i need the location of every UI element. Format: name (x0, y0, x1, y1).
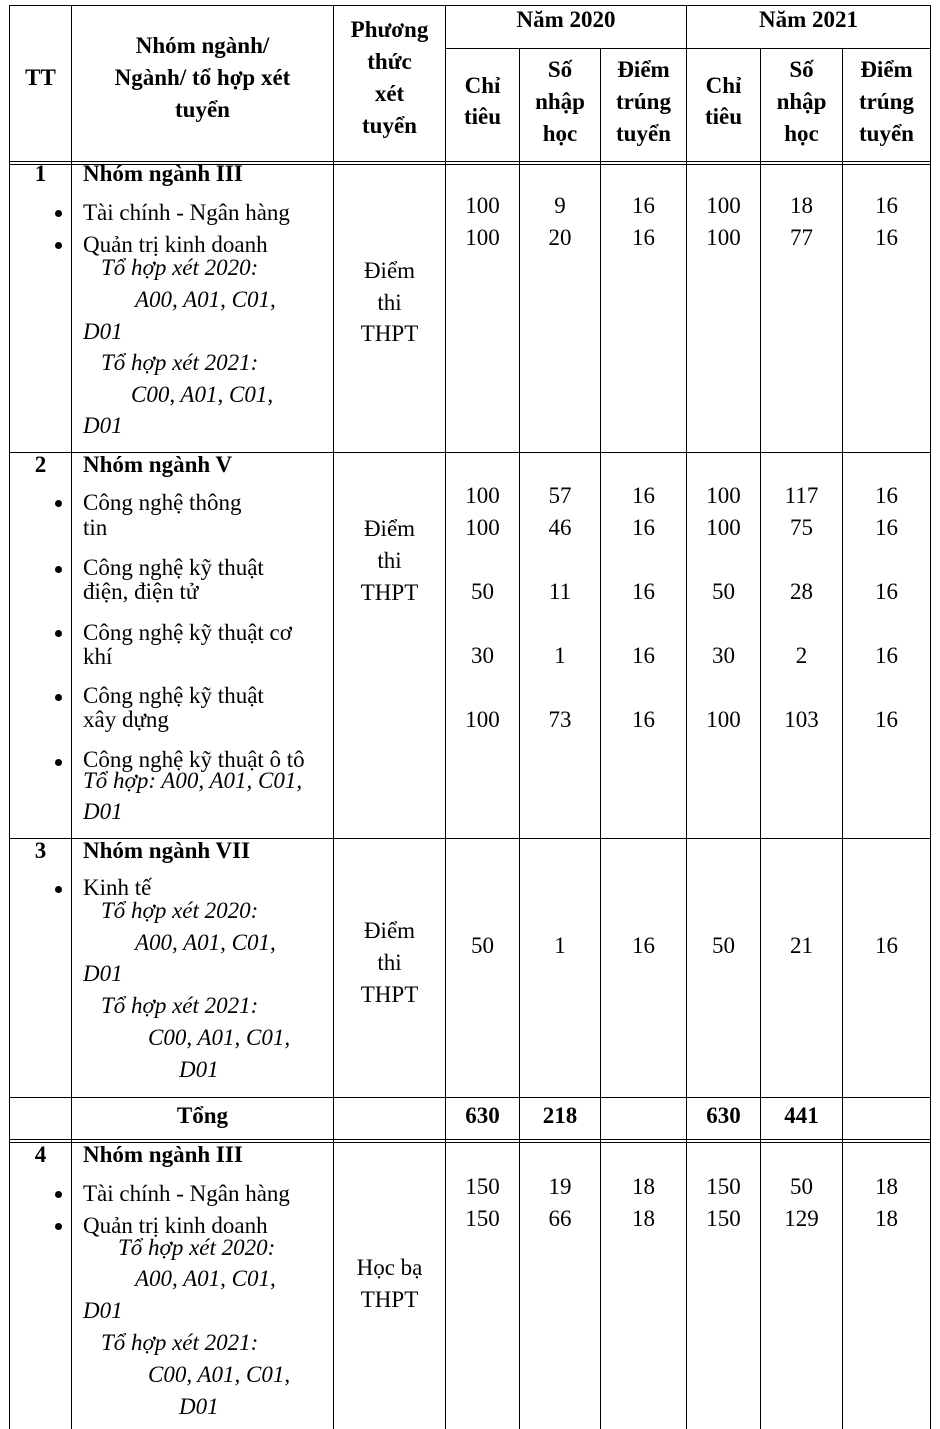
row3-combo-3: D01 (83, 961, 123, 986)
header-2020-score-1: Điểm (617, 57, 670, 82)
cell: 16 (632, 579, 655, 604)
row4-combo-1: Tổ hợp xét 2020: (118, 1235, 276, 1260)
header-2020-enrolled-1: Số (547, 57, 573, 82)
cell: 1 (554, 933, 566, 958)
cell: 46 (548, 515, 572, 540)
row2-major-1b: tin (83, 515, 108, 540)
row3-major-1: Kinh tế (83, 875, 152, 900)
row4-combo-3: D01 (83, 1298, 123, 1323)
header-group-line3: tuyển (175, 97, 230, 122)
row2-method-2: thi (377, 548, 402, 573)
cell: 18 (875, 1206, 898, 1231)
cell: 9 (554, 193, 566, 218)
cell: 16 (875, 579, 898, 604)
row1-combo-6: D01 (83, 413, 123, 438)
cell: 66 (548, 1206, 572, 1231)
header-2020-enrolled-3: học (542, 121, 578, 146)
row2-bullet-1 (55, 500, 62, 507)
row4-major-2: Quản trị kinh doanh (83, 1213, 268, 1238)
header-2020-quota-2: tiêu (463, 104, 502, 129)
row2-major-5: Công nghệ kỹ thuật ô tô (83, 747, 305, 772)
row4-combo-4: Tổ hợp xét 2021: (101, 1330, 259, 1355)
row2-group-title: Nhóm ngành V (83, 452, 233, 477)
row4-group-title: Nhóm ngành III (83, 1142, 243, 1167)
row1-method-3: THPT (360, 321, 419, 346)
cell: 16 (875, 643, 898, 668)
header-2021-quota-2: tiêu (704, 104, 743, 129)
cell: 103 (784, 707, 819, 732)
cell: 16 (632, 483, 655, 508)
cell: 16 (632, 643, 655, 668)
row3-combo-6: D01 (179, 1057, 219, 1082)
cell: 630 (706, 1103, 741, 1128)
row3-combo-5: C00, A01, C01, (148, 1025, 291, 1050)
cell: 18 (632, 1174, 655, 1199)
header-method-line4: tuyển (362, 113, 417, 138)
row2-bullet-3 (55, 630, 62, 637)
cell: 100 (465, 193, 500, 218)
row1-group-title: Nhóm ngành III (83, 161, 243, 186)
row4-bullet-2 (55, 1223, 62, 1230)
header-2021-quota-1: Chỉ (705, 73, 742, 98)
row2-major-1a: Công nghệ thông (83, 490, 242, 515)
header-method-line1: Phương (350, 17, 429, 42)
row4-bullet-1 (55, 1191, 62, 1198)
cell: 30 (712, 643, 735, 668)
header-method-line2: thức (367, 49, 412, 74)
header-2021-enrolled-1: Số (789, 57, 814, 82)
cell: 150 (706, 1206, 741, 1231)
row3-method-3: THPT (360, 982, 419, 1007)
row4-method-1: Học bạ (356, 1255, 423, 1280)
cell: 57 (548, 483, 572, 508)
cell: 100 (465, 707, 500, 732)
col-border-left (9, 5, 10, 1429)
cell: 100 (706, 707, 741, 732)
header-2021-score-3: tuyển (859, 121, 914, 146)
row4-tt: 4 (34, 1142, 47, 1167)
cell: 150 (706, 1174, 741, 1199)
cell: 50 (712, 579, 735, 604)
header-year-2021: Năm 2021 (758, 7, 859, 32)
cell: 16 (875, 193, 898, 218)
row2-major-2b: điện, điện tử (83, 579, 199, 604)
cell: 75 (790, 515, 813, 540)
row2-major-2a: Công nghệ kỹ thuật (83, 555, 264, 580)
row3-tt: 3 (34, 838, 47, 863)
cell: 73 (548, 707, 572, 732)
row3-combo-2: A00, A01, C01, (135, 930, 276, 955)
row3-method-1: Điểm (363, 918, 416, 943)
row4-combo-5: C00, A01, C01, (148, 1362, 291, 1387)
row2-tt: 2 (34, 452, 47, 477)
cell: 2 (795, 643, 808, 668)
row2-major-4a: Công nghệ kỹ thuật (83, 683, 264, 708)
row4-combo-2: A00, A01, C01, (135, 1266, 276, 1291)
cell: 150 (465, 1206, 500, 1231)
row3-combo-4: Tổ hợp xét 2021: (101, 993, 259, 1018)
header-method-line3: xét (374, 81, 405, 106)
row1-bullet-2 (55, 242, 62, 249)
row1-combo-4: Tổ hợp xét 2021: (101, 350, 259, 375)
row4-combo-6: D01 (179, 1394, 219, 1419)
total-label: Tổng (176, 1103, 229, 1128)
col-border-group (333, 5, 334, 1429)
cell: 117 (784, 483, 819, 508)
header-2020-quota-1: Chỉ (464, 73, 501, 98)
row1-bullet-1 (55, 210, 62, 217)
cell: 100 (465, 225, 500, 250)
row2-method-3: THPT (360, 580, 419, 605)
cell: 441 (784, 1103, 819, 1128)
row3-group-title: Nhóm ngành VII (83, 838, 251, 863)
cell: 77 (790, 225, 813, 250)
row1-method-2: thi (377, 290, 402, 315)
cell: 218 (542, 1103, 578, 1128)
cell: 11 (548, 579, 572, 604)
row1-major-1: Tài chính - Ngân hàng (83, 200, 290, 225)
header-2021-score-2: trúng (859, 89, 914, 114)
header-group-line1: Nhóm ngành/ (135, 33, 270, 58)
cell: 16 (632, 707, 655, 732)
cell: 50 (712, 933, 735, 958)
cell: 16 (875, 225, 898, 250)
cell: 16 (632, 193, 655, 218)
col-border-right (930, 5, 931, 1429)
cell: 30 (471, 643, 494, 668)
row2-major-3b: khí (83, 644, 113, 669)
cell: 50 (471, 933, 494, 958)
header-group-line2: Ngành/ tổ hợp xét (114, 65, 291, 90)
cell: 129 (784, 1206, 819, 1231)
row3-bottom-border (9, 1097, 931, 1098)
row2-method-1: Điểm (363, 516, 416, 541)
row1-tt: 1 (34, 161, 47, 186)
header-2020-score-2: trúng (616, 89, 671, 114)
header-2021-enrolled-2: nhập (776, 89, 827, 114)
cell: 16 (875, 515, 898, 540)
row2-combo-1: Tổ hợp: A00, A01, C01, (83, 768, 303, 793)
cell: 150 (465, 1174, 500, 1199)
cell: 100 (706, 515, 741, 540)
row4-major-1: Tài chính - Ngân hàng (83, 1181, 290, 1206)
row1-combo-1: Tổ hợp xét 2020: (101, 255, 259, 280)
row3-method-2: thi (377, 950, 402, 975)
header-year-2020: Năm 2020 (516, 7, 616, 32)
cell: 100 (465, 515, 500, 540)
header-2021-score-1: Điểm (860, 57, 913, 82)
row1-method-1: Điểm (363, 258, 416, 283)
row2-bullet-2 (55, 566, 62, 573)
cell: 100 (706, 193, 741, 218)
row3-bullet-1 (55, 886, 62, 893)
cell: 16 (875, 483, 898, 508)
cell: 16 (632, 225, 655, 250)
cell: 16 (875, 707, 898, 732)
col-border-tt (71, 5, 72, 1429)
row1-combo-3: D01 (83, 319, 123, 344)
cell: 21 (790, 933, 813, 958)
row2-major-3a: Công nghệ kỹ thuật cơ (83, 620, 292, 645)
cell: 16 (632, 515, 655, 540)
cell: 50 (471, 579, 494, 604)
cell: 100 (465, 483, 500, 508)
row3-combo-1: Tổ hợp xét 2020: (101, 898, 259, 923)
row4-method-2: THPT (360, 1287, 419, 1312)
row1-combo-5: C00, A01, C01, (131, 382, 274, 407)
row2-combo-2: D01 (83, 799, 123, 824)
header-tt: TT (25, 65, 56, 90)
cell: 20 (548, 225, 572, 250)
cell: 1 (554, 643, 566, 668)
cell: 630 (465, 1103, 500, 1128)
year-header-divider (445, 48, 931, 49)
row2-bullet-5 (55, 759, 62, 766)
row2-major-4b: xây dựng (83, 707, 169, 732)
cell: 18 (632, 1206, 655, 1231)
cell: 100 (706, 225, 741, 250)
cell: 28 (790, 579, 813, 604)
cell: 16 (875, 933, 898, 958)
cell: 19 (548, 1174, 572, 1199)
header-2020-enrolled-2: nhập (535, 89, 585, 114)
row1-major-2: Quản trị kinh doanh (83, 232, 268, 257)
header-2020-score-3: tuyển (616, 121, 671, 146)
cell: 100 (706, 483, 741, 508)
row1-combo-2: A00, A01, C01, (135, 287, 276, 312)
cell: 18 (790, 193, 813, 218)
cell: 18 (875, 1174, 898, 1199)
cell: 16 (632, 933, 655, 958)
header-2021-enrolled-3: học (784, 121, 819, 146)
cell: 50 (790, 1174, 813, 1199)
row2-bullet-4 (55, 694, 62, 701)
